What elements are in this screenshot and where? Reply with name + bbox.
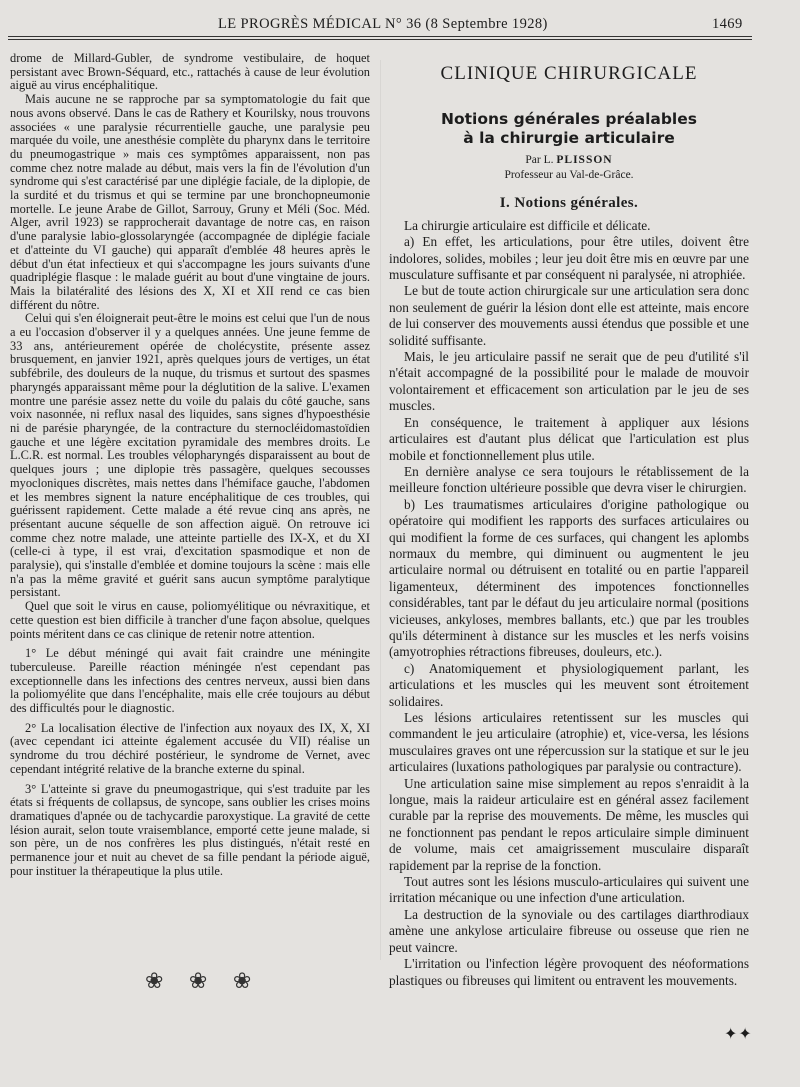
header-rule xyxy=(8,36,752,37)
paragraph: La chirurgie articulaire est difficile et délicate. xyxy=(404,217,651,233)
author-line xyxy=(389,153,749,168)
column-divider xyxy=(380,60,381,960)
paragraph: Celui qui s'en éloignerait peut-être le moins est celui que l'un de nous a eu l'occasion d'observer il y a quelques années. Une jeune femme de 33 ans, antérieurement opérée de cholécystite, présente assez brusquement, en janvier 1921, après quelques jours de vertiges, un état subfébrile, des douleurs de la nuque, du trismus et surtout des spasmes pharyngés apparaissant même pour la déglutition de la salive. L'examen montre une parésie assez nette du voile du palais du côté gauche, sans voix nasonnée, ni reflux nasal des liquides, sans signes d'hypoesthésie ni de parésie pharyngée, de la contracture du sternocléidomastoïdien gauche et une légère excitation pyramidale des membres droits. Le L.C.R. est normal. Les troubles vélopharyngés disparaissent au bout de quelques jours ; une diplopie très passagère, quelques secousses myocloniques discrètes, mais nettes dans l'hémiface gauche, l'abdomen et les membres signent la nature encéphalitique de ces troubles, qui guérissent rapidement. Cette malade a été revue cinq ans après, ne présentant aucune séquelle de son affection aiguë. On retrouve ici comme chez notre malade, une atteinte partielle des IX-X, et du XI (celle-ci à type, il est vrai, d'excitation spasmodique et non de paralysie), qui s'installe d'emblée et domine toujours la scène : mais elle n'a pas la même gravité et guérit sans aucun symptôme paralytique persistant. xyxy=(10,311,370,600)
right-column xyxy=(389,63,749,989)
journal-title: LE PROGRÈS MÉDICAL N° 36 (8 Septembre 1928) xyxy=(218,16,548,32)
header-rule xyxy=(8,39,752,40)
article-title-line1: Notions générales préalables xyxy=(441,110,697,129)
article-title-line2: à la chirurgie articulaire xyxy=(463,129,675,148)
paragraph: Mais aucune ne se rapproche par sa symptomatologie du fait que nous avons observé. Dans le cas de Rathery et Kourilsky, nous trouvons associées « une paralysie récurrentielle gauche, une paralysie peu marquée du voile, une anesthésie complète du pharynx dans le territoire du pneumogastrique » mais ces symptômes apparaissent, non pas comme chez notre malade au début, mais vers la fin de l'évolution d'un syndrome qui s'est caractérisé par une diplégie faciale, de la diplopie, de la surdité et du trismus et qui se termine par une bronchopneumonie mortelle. Le jeune Arabe de Gillot, Sarrouy, Gruny et Méli (Soc. Méd. Alger, avril 1923) se rapprocherait davantage de notre cas, en raison d'une paralysie labio-glossolaryngée (accompagnée de diplégie faciale et d'atteinte du VI gauche) qui apparaît d'emblée 48 heures après le début d'un état infectieux et qui s'accompagne les jours suivants d'une quadriplégie flasque : le malade guérit au bout d'une vingtaine de jours. Mais la bilatéralité des lésions des X, XI et XII rend ce cas bien différent du nôtre. xyxy=(10,92,370,312)
paragraph: drome de Millard-Gubler, de syndrome vestibulaire, de hoquet persistant avec Brown-Séquard, etc., rattachés à cause de leur évolution aiguë au virus encéphalitique. xyxy=(10,51,370,93)
paragraph: Mais, le jeu articulaire passif ne serait que de peu d'utilité s'il n'était accompagné de la possibilité pour le malade de mouvoir volontairement et efficacement son articulation par le jeu de ses muscles. xyxy=(389,349,749,414)
end-mark-icon: ✦✦ xyxy=(724,1026,753,1043)
paragraph: En conséquence, le traitement à appliquer aux lésions articulaires est d'autant plus délicat que l'articulation est plus mobile et fonctionnellement plus utile. xyxy=(389,414,749,463)
ornament-icon: ❀ ❀ ❀ xyxy=(145,968,262,993)
paragraph: Tout autres sont les lésions musculo-articulaires qui suivent une irritation mécanique ou une infection d'une articulation. xyxy=(389,874,749,906)
paragraph: En dernière analyse ce sera toujours le rétablissement de la meilleure fonction ultérieure possible que devra viser le chirurgien. xyxy=(389,463,749,496)
paragraph: L'irritation ou l'infection légère provoquent des néoformations plastiques ou fibreuses qui limitent ou entravent les mouvements. xyxy=(389,956,749,988)
author-name: PLISSON xyxy=(556,154,613,167)
paragraph: Une articulation saine mise simplement au repos s'enraidit à la longue, mais la raideur articulaire est en général assez facilement curable par la reprise des mouvements. De même, les muscles qui ne fonctionnent pas pendant le repos articulaire simple diminuent de volume, mais cet amaigrissement musculaire disparaît rapidement par la reprise de la fonction. xyxy=(389,775,749,873)
subsection-title: I. Notions générales. xyxy=(499,195,639,212)
page-number: 1469 xyxy=(712,16,743,32)
paragraph: b) Les traumatismes articulaires d'origine pathologique ou opératoire qui modifient les rapports des surfaces articulaires ou qui modifient la forme de ces surfaces, qui changent les aplombs normaux du membre, qui diminuent ou augmentent le jeu articulaire normal ou détruisent en totalité ou en partie l'appareil ligamenteux, déterminent des impotences fonctionnelles considérables, tant par le défaut du jeu articulaire normal (positions vicieuses, ankyloses, membres ballants, etc.) que par les troubles qu'ils déterminent à distance sur les muscles et les nerfs voisins (amyotrophies rétractions fibreuses, douleurs, etc.). xyxy=(389,496,749,660)
paragraph: 2° La localisation élective de l'infection aux noyaux des IX, X, XI (avec cependant ici atteinte également accusée du VII) réalise un syndrome du trou déchiré postérieur, le syndrome de Vernet, avec cependant intégrité relative de la branche externe du spinal. xyxy=(10,720,370,776)
paragraph: Quel que soit le virus en cause, poliomyélitique ou névraxitique, et cette question est bien difficile à trancher d'une façon absolue, quelques points méritent dans ce cas clinique de retenir notre attention. xyxy=(10,599,370,641)
author-affiliation: Professeur au Val-de-Grâce. xyxy=(504,169,634,182)
paragraph: 3° L'atteinte si grave du pneumogastrique, qui s'est traduite par les états si fréquents de collapsus, de syncope, sans oublier les crises moins dramatiques d'apnée ou de tachycardie paroxystique. La gravité de cette lésion aurait, selon toute vraisemblance, emporté cette jeune malade, si son père, un de nos confrères les plus distingués, n'était resté en permanence jour et nuit au chevet de sa fille pendant la période aiguë, pour instituer la thérapeutique la plus utile. xyxy=(10,781,370,878)
left-column xyxy=(10,52,370,878)
author-prefix: Par L. xyxy=(525,154,554,167)
page-header xyxy=(0,16,800,36)
paragraph: a) En effet, les articulations, pour être utiles, doivent être indolores, solides, mobiles ; leur jeu doit être mis en œuvre par une musculature suffisante et par conséquent ni paralysée, ni atrophiée. xyxy=(389,234,749,283)
paragraph: Le but de toute action chirurgicale sur une articulation sera donc non seulement de guérir la lésion dont elle est atteinte, mais encore de lui conserver des mouvements aussi étendus que possible et une solidité suffisante. xyxy=(389,283,749,348)
paragraph: La destruction de la synoviale ou des cartilages diarthrodiaux amène une ankylose articulaire fibreuse ou osseuse que rien ne peut vaincre. xyxy=(389,906,749,955)
section-title: CLINIQUE CHIRURGICALE xyxy=(440,63,698,84)
paragraph: 1° Le début méningé qui avait fait craindre une méningite tuberculeuse. Pareille réaction méningée n'est cependant pas exceptionnelle dans les infections des centres nerveux, aussi bien dans la poliomyélite que dans l'encéphalite, mais elle crée toujours au début des difficultés pour le diagnostic. xyxy=(10,646,370,716)
paragraph: c) Anatomiquement et physiologiquement parlant, les articulations et les muscles qui les meuvent sont étroitement solidaires. xyxy=(389,660,749,709)
paragraph: Les lésions articulaires retentissent sur les muscles qui commandent le jeu articulaire (atrophie) et, vice-versa, les lésions musculaires graves ont une répercussion sur la statique et sur le jeu articulaires (luxations pathologiques par paralysie ou contracture). xyxy=(389,710,749,775)
